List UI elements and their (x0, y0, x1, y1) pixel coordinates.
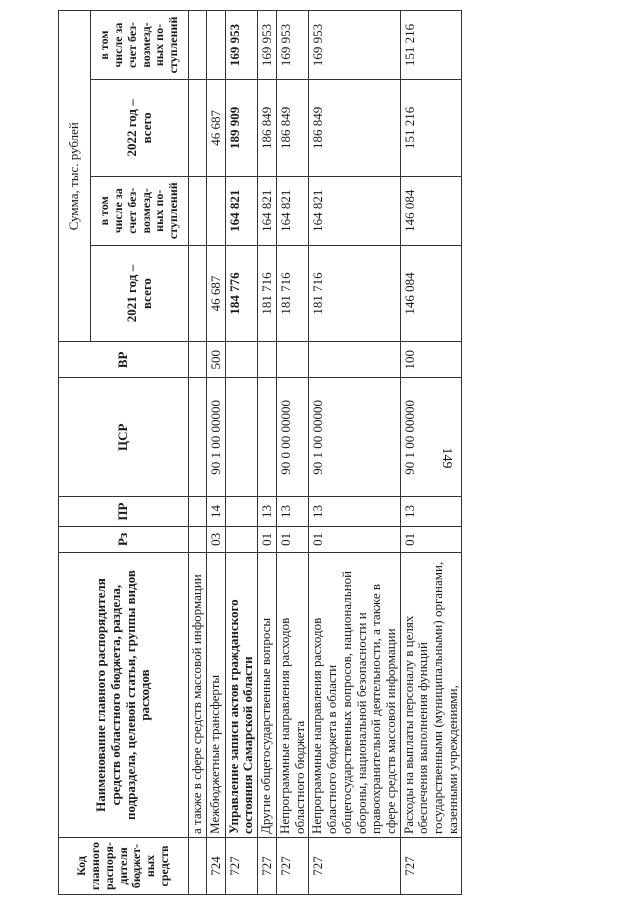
header-csr: ЦСР (59, 378, 189, 497)
row-2022-total (189, 80, 207, 177)
row-vr (189, 342, 207, 378)
row-vr (277, 342, 309, 378)
row-2022-total: 151 216 (400, 80, 462, 177)
row-2022-incl (189, 11, 207, 80)
table-row (309, 11, 400, 895)
row-rz: 01 (309, 526, 400, 553)
row-vr (309, 342, 400, 378)
row-pr (225, 497, 257, 526)
header-2021-total: 2021 год – всего (91, 245, 189, 342)
row-2021-total: 181 716 (277, 245, 309, 342)
row-name: Непрограммные направления расходов областного бюджета в области общегосударственных вопросов, национальной обороны, национальной безопасности и правоохранительной деятельности, а также в сфере средств массовой информации (309, 553, 400, 838)
header-vr: ВР (59, 342, 189, 378)
row-2022-total: 186 849 (258, 80, 277, 177)
row-2022-incl: 151 216 (400, 11, 462, 80)
row-2021-total: 184 776 (225, 245, 257, 342)
row-name: Расходы на выплаты персоналу в целях обеспечения выполнения функций государственными (муниципальными) органами, казенными учреждениями, (400, 553, 462, 838)
rotated-table-wrapper (58, 10, 638, 895)
row-2022-total: 186 849 (277, 80, 309, 177)
row-pr: 13 (277, 497, 309, 526)
row-csr: 90 0 00 00000 (277, 378, 309, 497)
row-pr: 13 (400, 497, 462, 526)
row-name: Другие общегосударственные вопросы (258, 553, 277, 838)
row-code: 727 (258, 838, 277, 895)
row-csr (258, 378, 277, 497)
header-pr: ПР (59, 497, 189, 526)
row-2021-incl: 164 821 (258, 176, 277, 245)
row-pr: 13 (309, 497, 400, 526)
row-2021-incl: 164 821 (309, 176, 400, 245)
row-2022-total: 46 687 (206, 80, 225, 177)
header-2021-incl: в том числе за счет без-возмезд-ных по-ступлений (91, 176, 189, 245)
row-csr: 90 1 00 00000 (309, 378, 400, 497)
header-name: Наименование главного распорядителя средств областного бюджета, раздела, подраздела, целевой статьи, группы видов расходов (59, 553, 189, 838)
row-2021-total: 181 716 (309, 245, 400, 342)
row-vr: 500 (206, 342, 225, 378)
row-pr (189, 497, 207, 526)
row-2022-incl: 169 953 (277, 11, 309, 80)
row-2021-incl (206, 176, 225, 245)
budget-table (58, 10, 462, 895)
row-name: Управление записи актов гражданского состояния Самарской области (225, 553, 257, 838)
row-vr: 100 (400, 342, 462, 378)
table-row (400, 11, 462, 895)
row-code: 727 (400, 838, 462, 895)
row-pr: 13 (258, 497, 277, 526)
table-row (225, 11, 257, 895)
row-2022-incl (206, 11, 225, 80)
table-row (277, 11, 309, 895)
header-2022-incl: в том числе за счет без-возмезд-ных по-ступлений (91, 11, 189, 80)
row-code: 727 (309, 838, 400, 895)
row-vr (225, 342, 257, 378)
table-row (206, 11, 225, 895)
row-2021-incl: 164 821 (277, 176, 309, 245)
table-row (258, 11, 277, 895)
row-2021-incl: 164 821 (225, 176, 257, 245)
row-rz: 01 (400, 526, 462, 553)
row-vr (258, 342, 277, 378)
row-2022-incl: 169 953 (258, 11, 277, 80)
row-csr: 90 1 00 00000 (206, 378, 225, 497)
row-2021-total: 146 084 (400, 245, 462, 342)
row-name: а также в сфере средств массовой информации (189, 553, 207, 838)
row-csr (189, 378, 207, 497)
row-2022-incl: 169 953 (225, 11, 257, 80)
row-2021-total: 181 716 (258, 245, 277, 342)
row-code: 727 (277, 838, 309, 895)
row-name: Непрограммные направления расходов областного бюджета (277, 553, 309, 838)
row-rz: 01 (258, 526, 277, 553)
header-code: Код главного распоря-дителя бюджет-ных средств (59, 838, 189, 895)
row-2021-incl (189, 176, 207, 245)
row-2021-total (189, 245, 207, 342)
row-rz: 01 (277, 526, 309, 553)
row-rz (189, 526, 207, 553)
row-2021-total: 46 687 (206, 245, 225, 342)
row-name: Межбюджетные трансферты (206, 553, 225, 838)
row-2021-incl: 146 084 (400, 176, 462, 245)
row-rz (225, 526, 257, 553)
row-csr: 90 1 00 00000 (400, 378, 462, 497)
row-rz: 03 (206, 526, 225, 553)
row-code: 724 (206, 838, 225, 895)
table-row (189, 11, 207, 895)
row-pr: 14 (206, 497, 225, 526)
page-number: 149 (439, 447, 454, 469)
row-2022-incl: 169 953 (309, 11, 400, 80)
header-sum: Сумма, тыс. рублей (59, 11, 91, 342)
row-csr (225, 378, 257, 497)
row-2022-total: 186 849 (309, 80, 400, 177)
row-code (189, 838, 207, 895)
row-code: 727 (225, 838, 257, 895)
row-2022-total: 189 909 (225, 80, 257, 177)
header-2022-total: 2022 год – всего (91, 80, 189, 177)
header-rz: Рз (59, 526, 189, 553)
